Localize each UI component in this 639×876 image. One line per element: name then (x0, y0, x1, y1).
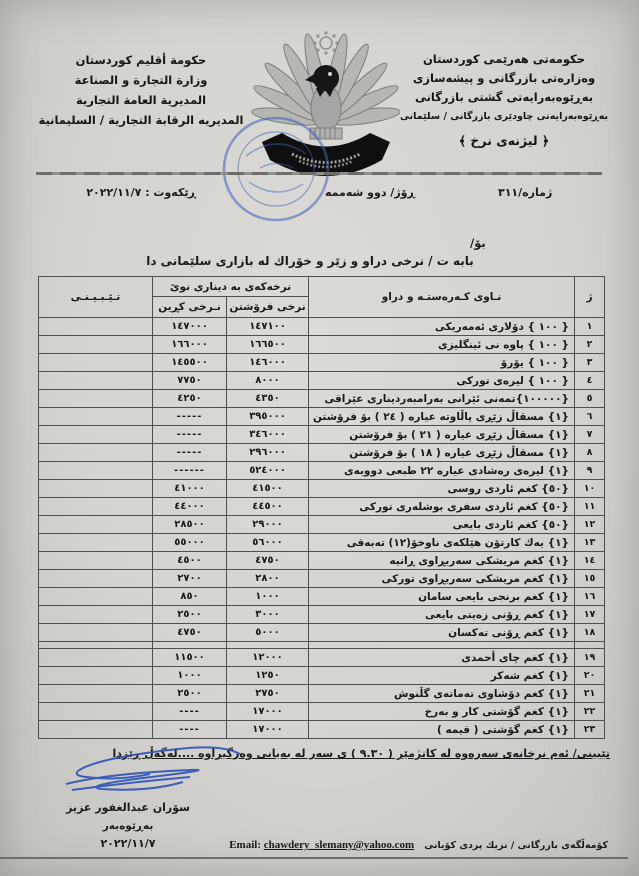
spacer-cell (575, 642, 605, 649)
letterhead-line: المديرية العامة التجارية (75, 93, 207, 107)
table-row (39, 426, 605, 444)
price-table (38, 276, 605, 739)
cell-sell: ٣٠٠٠ (227, 606, 309, 624)
cell-no: ٢١ (575, 685, 605, 703)
cell-buy: ١٦٦٠٠٠ (153, 336, 227, 354)
cell-sell: ١٢٠٠٠ (227, 649, 309, 667)
letterhead-line: المديريه الرقابة التجارية / السليمانية (38, 113, 244, 127)
cell-no: ٧ (575, 426, 605, 444)
cell-no: ١٤ (575, 552, 605, 570)
table-row (39, 685, 605, 703)
cell-no: ٢٢ (575, 703, 605, 721)
cell-note (39, 372, 153, 390)
table-row (39, 721, 605, 739)
contact-line (150, 839, 608, 851)
col-header-price-group: نرخەكەى به دينارى نوێ (153, 277, 309, 297)
cell-no: ٢ (575, 336, 605, 354)
cell-name: {١} مسقاڵ زێڕى پاڵاوتە عيارە ( ٢٤ ) بۆ فرۆشتن (309, 408, 575, 426)
cell-no: ١٥ (575, 570, 605, 588)
letterhead-arabic (35, 50, 247, 130)
cell-buy: ١٤٧٠٠٠ (153, 318, 227, 336)
cell-sell: ٢٧٥٠ (227, 685, 309, 703)
cell-sell: ٢٩٦٠٠٠ (227, 444, 309, 462)
cell-name: {١٠٠٠٠٠}تمەنى ئێرانى بەرامبەردينارى عێراقى (309, 390, 575, 408)
cell-buy: ---- (153, 703, 227, 721)
spacer-cell (227, 642, 309, 649)
cell-name: {١} مسقاڵ زێڕى عيارە ( ١٨ ) بۆ فرۆشتن (309, 444, 575, 462)
cell-sell: ٢٨٠٠ (227, 570, 309, 588)
col-header-sell: نرخى فرۆشتن (227, 297, 309, 318)
col-header-note: تـێـبـيـنـى (39, 277, 153, 318)
cell-sell: ٤٣٥٠ (227, 390, 309, 408)
note-label: تێبينى/ (572, 747, 610, 760)
price-committee-label: ﴿ ليژنەى نرخ ﴾ (458, 133, 550, 148)
note-text: ئەم نرخانەى سەرەوە لە كاتژمێر ( ٩.٣٠ ) ى سەر لە بەيانى وەرگيراوە ....لەگەڵ ڕێزدا (112, 747, 573, 760)
cell-sell: ٥٦٠٠٠ (227, 534, 309, 552)
cell-buy: ------ (153, 462, 227, 480)
letterhead-line: بەڕێوەبەرايەتى گشتى بازرگانى (414, 90, 594, 104)
cell-note (39, 534, 153, 552)
cell-name: { ١٠٠ } يۆرۆ (309, 354, 575, 372)
addressee-label: بۆ/ (470, 236, 486, 250)
cell-no: ٢٠ (575, 667, 605, 685)
cell-no: ١ (575, 318, 605, 336)
cell-buy: ٤٢٥٠ (153, 390, 227, 408)
cell-no: ٦ (575, 408, 605, 426)
cell-buy: ----- (153, 408, 227, 426)
cell-name: {١} مسقاڵ زێڕى عيارە ( ٢١ ) بۆ فرۆشتن (309, 426, 575, 444)
cell-note (39, 649, 153, 667)
table-row (39, 444, 605, 462)
cell-no: ١٨ (575, 624, 605, 642)
address-text: كۆمەڵگەى بازرگانى / نزيك پردى كۆيانى (424, 840, 608, 851)
subject-line: بابه ت / نرخى دراو و زێر و خۆراك له بازارى سلێمانى دا (146, 254, 474, 268)
reference-number: ژماره/٣١١ (498, 186, 553, 199)
letterhead-line: حكومەتى هەرێمى كوردستان (422, 52, 586, 66)
table-row (39, 390, 605, 408)
cell-name: {١} كغم مريشكى سەربڕاوى ڕانيە (309, 552, 575, 570)
signer-date: ٢٠٢٢/١١/٧ (100, 837, 156, 850)
cell-name: {١} كغم ڕۆنى زەيتى بايعى (309, 606, 575, 624)
email-block (229, 839, 414, 851)
cell-no: ٤ (575, 372, 605, 390)
cell-no: ١٦ (575, 588, 605, 606)
cell-buy: ١٤٥٥٠٠ (153, 354, 227, 372)
email-label: Email: (229, 839, 261, 851)
cell-buy: ١٠٠٠ (153, 667, 227, 685)
cell-buy: ٢٥٠٠ (153, 606, 227, 624)
cell-buy: ----- (153, 426, 227, 444)
cell-sell: ٥٢٤٠٠٠ (227, 462, 309, 480)
cell-name: {١} كغم چاى أحمدى (309, 649, 575, 667)
table-row (39, 552, 605, 570)
cell-note (39, 318, 153, 336)
price-table-body (39, 318, 605, 739)
cell-sell: ١٤٧١٠٠ (227, 318, 309, 336)
cell-name: {١} كغم شەكر (309, 667, 575, 685)
cell-sell: ٤٤٥٠٠ (227, 498, 309, 516)
cell-buy: ٢٥٠٠ (153, 685, 227, 703)
table-row (39, 667, 605, 685)
cell-name: {١} كغم مريشكى سەربڕاوى توركى (309, 570, 575, 588)
cell-sell: ٨٠٠٠ (227, 372, 309, 390)
cell-note (39, 721, 153, 739)
cell-name: {١} ليرەى رەشادى عيارە ٢٢ طبعى دووبەى (309, 462, 575, 480)
cell-sell: ١٧٠٠٠ (227, 721, 309, 739)
reference-date: ڕێكەوت : ٢٠٢٢/١١/٧ (86, 186, 196, 199)
cell-name: {١} كغم گۆشتى كار و بەرخ (309, 703, 575, 721)
cell-buy: ٤٥٠٠ (153, 552, 227, 570)
cell-note (39, 444, 153, 462)
letterhead-line: حكومة أقليم كوردستان (75, 53, 207, 67)
table-row (39, 649, 605, 667)
table-row (39, 516, 605, 534)
signer-title: بەڕێوەبەر (102, 820, 154, 832)
cell-buy: ٤٤٠٠٠ (153, 498, 227, 516)
table-row (39, 408, 605, 426)
table-row (39, 498, 605, 516)
table-row (39, 336, 605, 354)
cell-name: {٥٠} كغم ئاردى سفرى بوشلەرى توركى (309, 498, 575, 516)
email-address: chawdery_slemany@yahoo.com (263, 839, 415, 851)
cell-buy: ----- (153, 444, 227, 462)
letterhead-line: بەڕێوەبەرايەتى چاودێرى بازرگانى / سلێمانى (399, 111, 609, 122)
cell-sell: ٤٧٥٠ (227, 552, 309, 570)
table-row (39, 372, 605, 390)
cell-no: ١٩ (575, 649, 605, 667)
letterhead-line: وزارة التجارة و الصناعة (74, 73, 208, 87)
table-row (39, 624, 605, 642)
cell-note (39, 354, 153, 372)
table-row (39, 354, 605, 372)
cell-sell: ٣٩٥٠٠٠ (227, 408, 309, 426)
cell-sell: ١٠٠٠ (227, 588, 309, 606)
cell-buy: ١١٥٠٠ (153, 649, 227, 667)
official-stamp-icon (220, 114, 332, 224)
reference-day: ڕۆژ/ دوو شەممە (324, 186, 415, 199)
cell-buy: ٤١٠٠٠ (153, 480, 227, 498)
signature-scribble-icon (48, 744, 248, 804)
spacer-row (39, 642, 605, 649)
cell-buy: ٧٧٥٠ (153, 372, 227, 390)
table-row (39, 462, 605, 480)
col-header-buy: نـرخى كڕين (153, 297, 227, 318)
cell-no: ٨ (575, 444, 605, 462)
col-header-no: ژ (575, 277, 605, 318)
cell-no: ٩ (575, 462, 605, 480)
cell-sell: ١٢٥٠ (227, 667, 309, 685)
cell-note (39, 390, 153, 408)
cell-no: ١٣ (575, 534, 605, 552)
cell-note (39, 516, 153, 534)
cell-buy: ٢٧٠٠ (153, 570, 227, 588)
table-row (39, 534, 605, 552)
cell-no: ١٠ (575, 480, 605, 498)
cell-note (39, 480, 153, 498)
spacer-cell (153, 642, 227, 649)
cell-note (39, 462, 153, 480)
cell-name: {٥٠} كغم ئاردى بايعى (309, 516, 575, 534)
price-table-header (39, 277, 605, 318)
cell-no: ١٢ (575, 516, 605, 534)
cell-name: { ١٠٠ } پاوە نى ئينگليزى (309, 336, 575, 354)
cell-buy: ٢٨٥٠٠ (153, 516, 227, 534)
cell-no: ٢٣ (575, 721, 605, 739)
cell-name: {١} كغم برنجى بايعى سامان (309, 588, 575, 606)
cell-buy: ٤٧٥٠ (153, 624, 227, 642)
cell-note (39, 552, 153, 570)
cell-note (39, 336, 153, 354)
cell-name: {١} كغم گۆشتى ( قيمە ) (309, 721, 575, 739)
cell-note (39, 588, 153, 606)
letterhead-line: وەزارەتى بازرگانى و پيشەسازى (412, 71, 596, 85)
cell-note (39, 703, 153, 721)
cell-note (39, 570, 153, 588)
cell-note (39, 408, 153, 426)
col-header-name: نـاوى كـەرەستـە و دراو (309, 277, 575, 318)
cell-sell: ١٦٦٥٠٠ (227, 336, 309, 354)
cell-no: ٥ (575, 390, 605, 408)
bottom-rule (0, 857, 628, 859)
cell-name: { ١٠٠ } ليرەى توركى (309, 372, 575, 390)
cell-note (39, 624, 153, 642)
letterhead-kurdish (388, 50, 620, 150)
table-row (39, 318, 605, 336)
cell-no: ١١ (575, 498, 605, 516)
table-row (39, 480, 605, 498)
cell-name: {١} كغم ڕۆنى تەكسان (309, 624, 575, 642)
table-row (39, 588, 605, 606)
cell-sell: ٥٠٠٠ (227, 624, 309, 642)
cell-buy: ---- (153, 721, 227, 739)
cell-name: {١} كغم دۆشاوى تەماتەى گڵنوش (309, 685, 575, 703)
letterhead-divider (36, 172, 602, 175)
cell-sell: ١٤٦٠٠٠ (227, 354, 309, 372)
cell-sell: ٢٩٠٠٠ (227, 516, 309, 534)
cell-name: {١} يەك كارتۆن هێلكەى ناوخۆ(١٢) تەبەقى (309, 534, 575, 552)
cell-buy: ٨٥٠ (153, 588, 227, 606)
cell-sell: ١٧٠٠٠ (227, 703, 309, 721)
table-row (39, 606, 605, 624)
table-row (39, 703, 605, 721)
cell-name: { ١٠٠ } دۆلارى ئەمەريكى (309, 318, 575, 336)
cell-note (39, 426, 153, 444)
cell-sell: ٤١٥٠٠ (227, 480, 309, 498)
cell-no: ١٧ (575, 606, 605, 624)
cell-name: {٥٠} كغم ئاردى روسى (309, 480, 575, 498)
cell-note (39, 667, 153, 685)
cell-note (39, 498, 153, 516)
cell-note (39, 685, 153, 703)
cell-no: ٣ (575, 354, 605, 372)
cell-buy: ٥٥٠٠٠ (153, 534, 227, 552)
signer-name: سۆران عبدالغفور عزيز (66, 801, 190, 814)
spacer-cell (309, 642, 575, 649)
cell-note (39, 606, 153, 624)
spacer-cell (39, 642, 153, 649)
table-row (39, 570, 605, 588)
cell-sell: ٣٤٦٠٠٠ (227, 426, 309, 444)
